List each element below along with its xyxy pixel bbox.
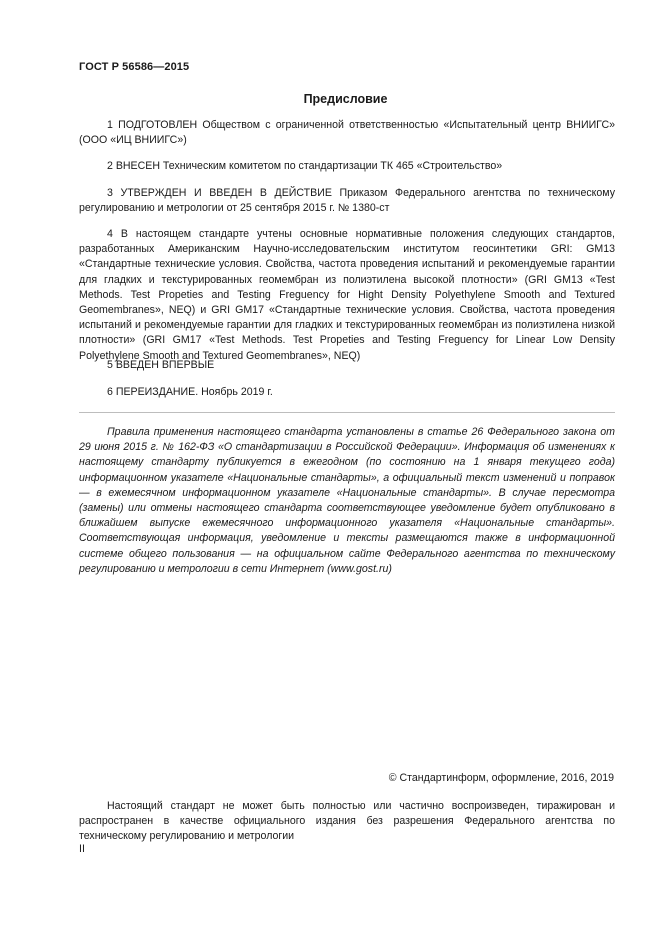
preface-item-5: 5 ВВЕДЕН ВПЕРВЫЕ bbox=[107, 359, 215, 371]
preface-title: Предисловие bbox=[303, 92, 388, 106]
preface-item-6: 6 ПЕРЕИЗДАНИЕ. Ноябрь 2019 г. bbox=[107, 386, 273, 398]
page-number: II bbox=[79, 843, 85, 855]
reproduction-notice: Настоящий стандарт не может быть полностью или частично воспроизведен, тиражирован и распространен в качестве официального издания без разрешения Федерального агентства по техническому регулированию и метрологии bbox=[79, 800, 615, 843]
application-rules-notice: Правила применения настоящего стандарта установлены в статье 26 Федерального закона от 29 июня 2015 г. № 162-ФЗ «О стандартизации в Российской Федерации». Информация об изменениях к настоящему стандарту публикуется в ежегодном (по состоянию на 1 января текущего года) информационном указателе «Национальные стандарты», а официальный текст изменений и поправок — в ежемесячном информационном указателе «Национальные стандарты». В случае пересмотра (замены) или отмены настоящего стандарта соответствующее уведомление будет опубликовано в ближайшем выпуске ежемесячного информационного указателя «Национальные стандарты». Соответствующая информация, уведомление и тексты размещаются также в информационной системе общего пользования — на официальном сайте Федерального агентства по техническому регулированию и метрологии в сети Интернет (www.gost.ru) bbox=[79, 426, 615, 575]
preface-item-4: 4 В настоящем стандарте учтены основные нормативные положения следующих стандартов, разработанных Американским Научно-исследовательским институтом геосинтетики GRI: GM13 «Стандартные технические условия. Свойства, частота проведения испытаний и рекомендуемые гарантии для гладких и текстурированных геомембран из полиэтилена высокой плотности» (GRI GM13 «Test Methods. Test Propeties and Testing Freguency for Hight Density Polyethylene Smooth and Textured Geomembranes», NEQ) и GRI GM17 «Стандартные технические условия. Свойства, частота проведения испытаний и рекомендуемые гарантии для гладких и текстурированных геомембран из полиэтилена низкой плотности» (GRI GM17 «Test Methods. Test Propeties and Testing Freguency for Linear Low Density Polyethylene Smooth and Textured Geomembranes», NEQ) bbox=[79, 228, 615, 362]
preface-item-3: 3 УТВЕРЖДЕН И ВВЕДЕН В ДЕЙСТВИЕ Приказом Федерального агентства по техническому регулированию и метрологии от 25 сентября 2015 г. № 1380-ст bbox=[79, 187, 615, 215]
section-divider bbox=[79, 412, 615, 413]
preface-item-2: 2 ВНЕСЕН Техническим комитетом по стандартизации ТК 465 «Строительство» bbox=[107, 160, 503, 172]
standard-id: ГОСТ Р 56586—2015 bbox=[79, 61, 190, 73]
copyright-line: © Стандартинформ, оформление, 2016, 2019 bbox=[388, 772, 614, 784]
preface-item-1: 1 ПОДГОТОВЛЕН Обществом с ограниченной ответственностью «Испытательный центр ВНИИГС» (ООО «ИЦ ВНИИГС») bbox=[79, 119, 615, 147]
